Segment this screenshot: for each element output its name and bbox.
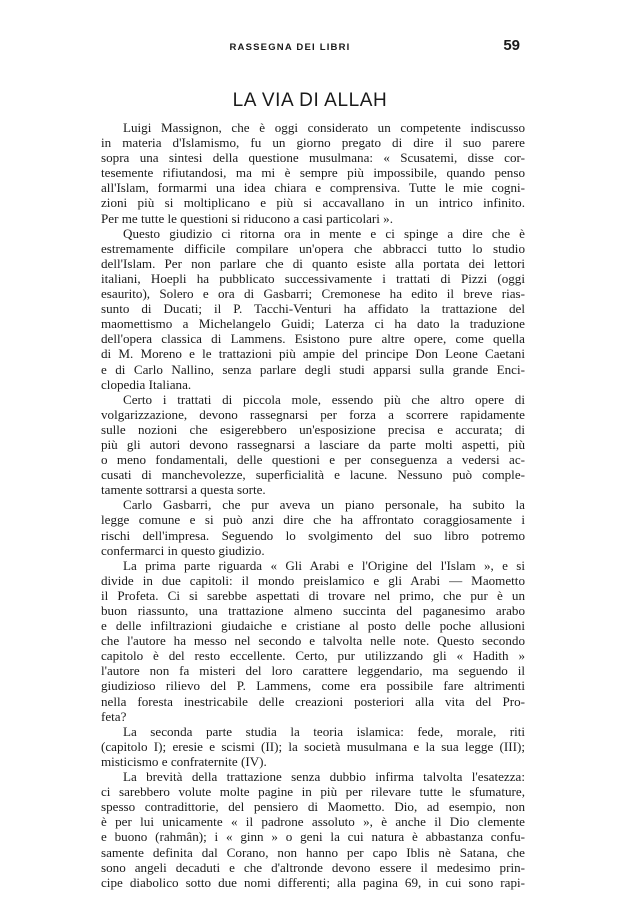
paragraph [101, 558, 525, 724]
text-line: Certo i trattati di piccola mole, essendo più che altro opere di [123, 391, 525, 407]
text-line: italiani, Hoepli ha pubblicato successivamente i trattati di Pizzi (oggi [101, 270, 525, 286]
paragraph [101, 392, 525, 498]
text-line: è per lui unicamente « il padrone assoluto », è anche il Dio clemente [101, 814, 525, 830]
text-line: cusati di manchevolezze, superficialità e lacune. Nessuno può comple- [101, 467, 525, 483]
text-line: l'autore non fa misteri del loro carattere leggendario, ma seguendo il [101, 663, 525, 679]
text-line: La seconda parte studia la teoria islamica: fede, morale, riti [123, 723, 525, 739]
text-line: La prima parte riguarda « Gli Arabi e l'Origine del l'Islam », e si [123, 557, 525, 573]
text-line: La brevità della trattazione senza dubbio infirma talvolta l'esatezza: [123, 769, 525, 785]
text-line: in materia d'Islamismo, fu un giorno pregato di dire il suo parere [101, 135, 525, 151]
text-line: capitolo è del resto eccellente. Certo, pur utilizzando gli « Hadith » [101, 648, 525, 664]
article-body [101, 120, 525, 890]
text-line: sono angeli decaduti e che d'altronde devono essere il medesimo prin- [101, 859, 525, 875]
text-line: volgarizzazione, devono rassegnarsi per forza a scorrere rapidamente [101, 406, 525, 422]
paragraph [101, 769, 525, 890]
paragraph [101, 724, 525, 769]
text-line: nella foresta inestricabile delle creazioni posteriori alla vita del Pro- [101, 693, 525, 709]
text-line: confermarci in questo giudizio. [101, 542, 265, 558]
text-line: feta? [101, 708, 127, 724]
page-number: 59 [503, 37, 520, 54]
text-line: clopedia Italiana. [101, 376, 192, 392]
text-line: legge comune e si può anzi dire che ha affrontato coraggiosamente i [101, 512, 525, 528]
text-line: più gli autori devono rassegnarsi a lasciare da parte molti aspetti, più [101, 436, 525, 452]
text-line: divide in due capitoli: il mondo preislamico e gli Arabi — Maometto [101, 572, 525, 588]
text-line: Per me tutte le questioni si riducono a casi particolari ». [101, 210, 393, 226]
paragraph [101, 497, 525, 557]
text-line: Questo giudizio ci ritorna ora in mente e ci spinge a dire che è [123, 225, 525, 241]
text-line: buon riassunto, una trattazione almeno succinta del paganesimo arabo [101, 603, 525, 618]
text-line: dell'opera classica di Lammens. Esistono pure altre opere, come quella [101, 331, 525, 347]
text-line: sulle nozioni che esigerebbero un'esposizione precisa e accurata; di [101, 421, 525, 437]
article-title: LA VIA DI ALLAH [232, 90, 388, 111]
text-line: e delle infiltrazioni giudaiche e cristiane al posto delle poche allusioni [101, 618, 525, 634]
text-line: il Profeta. Ci si sarebbe aspettati di trovare nel primo, che pur è un [101, 587, 525, 603]
text-line: maomettismo a Michelangelo Guidi; Laterza ci ha dato la traduzione [101, 316, 525, 332]
text-line: o meno fondamentali, delle questioni e per conseguenza a vedersi ac- [101, 452, 525, 468]
text-line: cipe diabolico sotto due nomi differenti; alla pagina 69, in cui sono rapi- [101, 874, 525, 890]
text-line: all'Islam, formarmi una idea chiara e comprensiva. Tutte le mie cogni- [101, 180, 525, 196]
text-line: Luigi Massignon, che è oggi considerato un competente indiscusso [123, 120, 525, 135]
text-line: sopra una sintesi della questione musulmana: « Scusatemi, disse cor- [101, 150, 525, 166]
text-line: spesso contradittorie, del pensiero di Maometto. Dio, ad esempio, non [101, 799, 525, 815]
text-line: misticismo e confraternite (IV). [101, 753, 267, 769]
text-line: (capitolo I); eresie e scismi (II); la società musulmana e la sua legge (III); [101, 738, 525, 754]
text-line: rischi dell'impresa. Seguendo lo svolgimento del suo libro potremo [101, 527, 525, 543]
text-line: giudizioso rilievo del P. Lammens, come era possibile fare altrimenti [101, 678, 525, 694]
running-title: RASSEGNA DEI LIBRI [229, 42, 351, 53]
text-line: e buono (rahmân); i « ginn » o geni la cui natura è abbastanza confu- [101, 829, 525, 845]
text-line: e di Carlo Nallino, senza parlare degli studi apparsi sulla grande Enci- [101, 361, 525, 377]
text-line: zioni più si moltiplicano e più si accavallano in un intrico infinito. [101, 195, 525, 211]
text-line: samente definita dal Corano, non hanno per capo Iblis nè Satana, che [101, 844, 525, 860]
text-line: ci sarebbero volute molte pagine in più per rilevare tutte le sfumature, [101, 784, 525, 800]
paragraph [101, 120, 525, 226]
text-line: tamente sottrarsi a questa sorte. [101, 482, 266, 498]
paragraph [101, 226, 525, 392]
running-head [100, 38, 520, 58]
text-line: di M. Moreno e le trattazioni più ampie del principe Don Leone Caetani [101, 346, 525, 362]
text-line: esaurito), Solero e ora di Gasbarri; Cremonese ha edito il breve rias- [101, 286, 525, 302]
text-line: dell'Islam. Per non parlare che di quanto esiste alla portata dei lettori [101, 255, 525, 271]
text-line: tesemente rifiutandosi, ma mi è sempre più impossibile, quando penso [101, 165, 525, 181]
text-line: sunto di Ducati; il P. Tacchi-Venturi ha affidato la trattazione del [101, 301, 525, 317]
text-line: che l'autore ha messo nel secondo e talvolta nelle note. Questo secondo [101, 633, 525, 649]
text-line: Carlo Gasbarri, che pur aveva un piano personale, ha subito la [123, 497, 525, 513]
text-line: estremamente difficile compilare un'opera che abbracci tutto lo studio [101, 240, 525, 256]
